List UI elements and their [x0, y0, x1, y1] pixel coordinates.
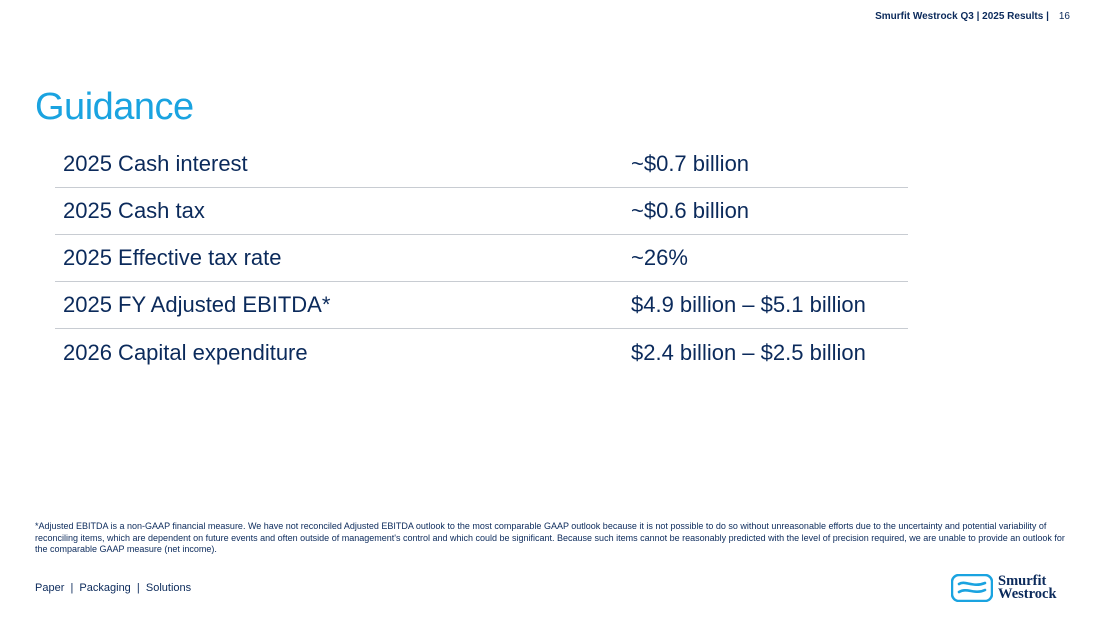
guidance-row — [55, 282, 908, 329]
guidance-row — [55, 329, 908, 376]
guidance-value: $4.9 billion – $5.1 billion — [631, 292, 866, 317]
guidance-label: 2025 FY Adjusted EBITDA* — [63, 292, 331, 317]
guidance-table — [55, 141, 908, 376]
smurfit-westrock-logo-icon — [951, 574, 993, 602]
guidance-value: ~$0.7 billion — [631, 151, 750, 176]
guidance-label: 2025 Cash tax — [63, 198, 205, 223]
guidance-label: 2026 Capital expenditure — [63, 339, 308, 365]
slide-header — [875, 11, 1070, 22]
guidance-value: $2.4 billion – $2.5 billion — [631, 339, 866, 365]
logo-line-1: Smurfit — [998, 573, 1047, 589]
slide-title: Guidance — [35, 86, 194, 128]
guidance-row — [55, 235, 908, 282]
guidance-value: ~$0.6 billion — [631, 198, 750, 223]
header-title: Smurfit Westrock Q3 | 2025 Results | — [875, 11, 1049, 22]
logo-line-2: Westrock — [998, 586, 1057, 602]
guidance-label: 2025 Effective tax rate — [63, 245, 282, 270]
footer-tagline: Paper | Packaging | Solutions — [35, 582, 192, 594]
footnote: *Adjusted EBITDA is a non-GAAP financial measure. We have not reconciled Adjusted EBITDA outlook to the most comparable GAAP outlook because it is not possible to do so without unreasonable efforts due to the uncertainty and potential variability of reconciling items, which are dependent on future events and often outside of management's control and which could be significant. Because such items cannot be reasonably predicted with the level of precision required, we are unable to provide an outlook for the comparable GAAP measure (net income). — [35, 521, 1065, 554]
guidance-value: ~26% — [631, 245, 688, 270]
guidance-row — [55, 188, 908, 235]
guidance-row — [55, 141, 908, 188]
logo-wordmark — [998, 575, 1057, 601]
guidance-label: 2025 Cash interest — [63, 151, 248, 176]
page-number: 16 — [1058, 11, 1070, 22]
company-logo — [951, 574, 1057, 602]
